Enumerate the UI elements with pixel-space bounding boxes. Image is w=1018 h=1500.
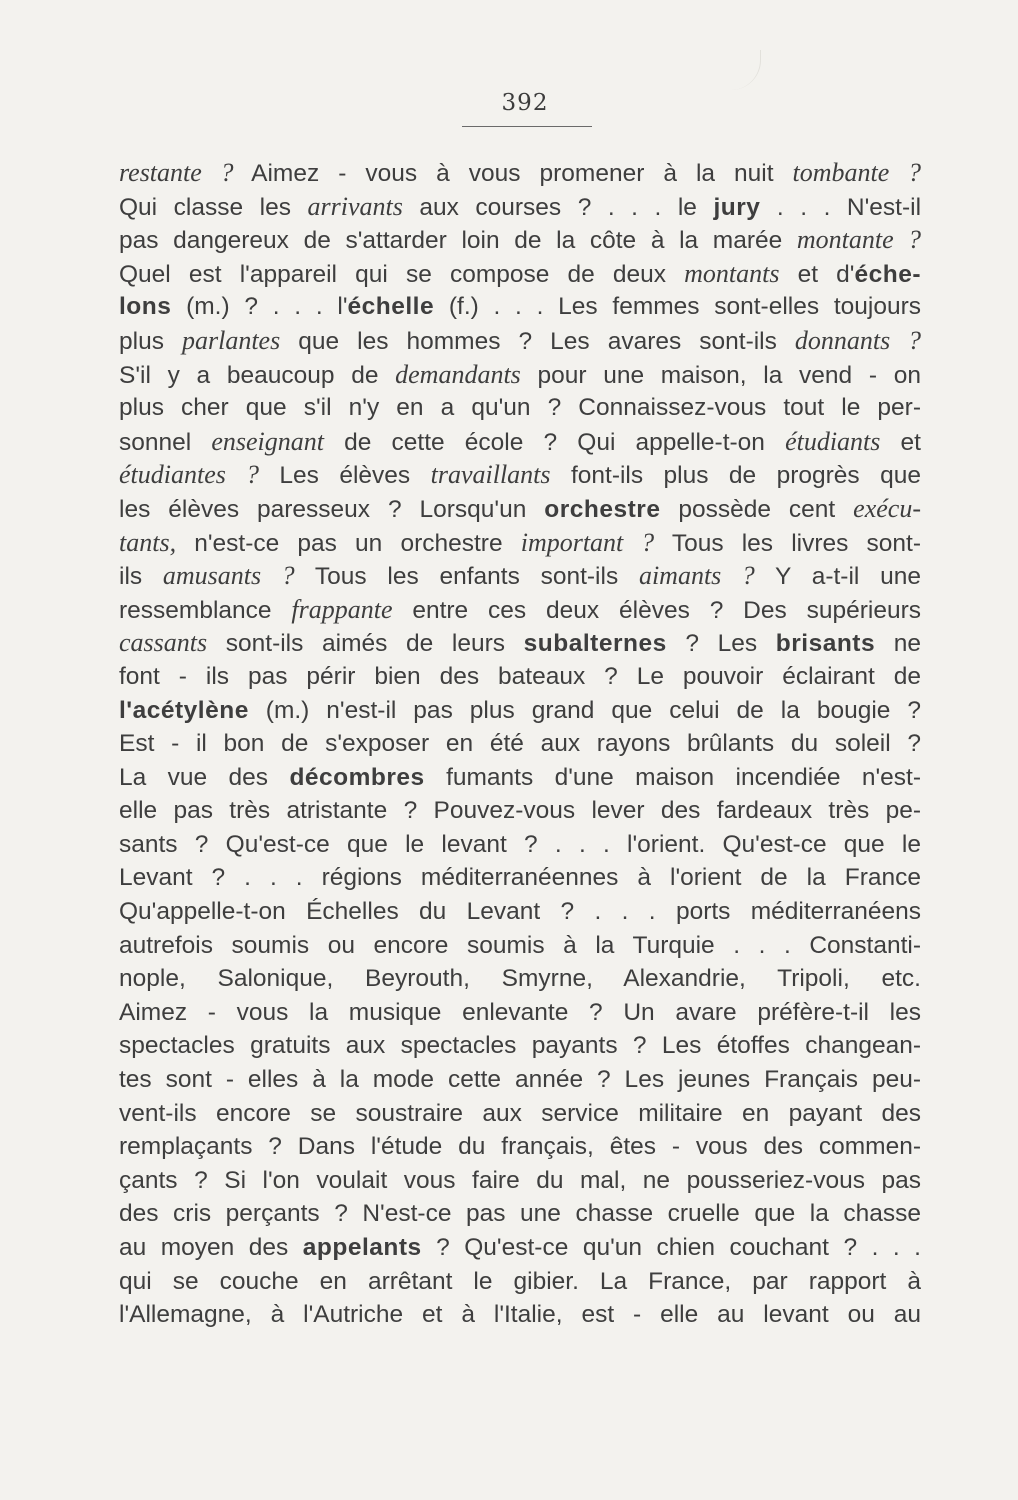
text-run: pas dangereux de s'attarder loin de la côte à la marée bbox=[119, 227, 797, 255]
page-stain bbox=[730, 50, 761, 90]
text-line bbox=[119, 593, 921, 627]
text-run: Les élèves bbox=[259, 462, 431, 490]
text-run: remplaçants ? Dans l'étude du français, êtes - vous des commen- bbox=[119, 1133, 921, 1161]
italic-term: étudiantes ? bbox=[119, 460, 259, 490]
bold-term: brisants bbox=[775, 630, 876, 658]
text-run: l'Allemagne, à l'Autriche et à l'Italie, est - elle au levant ou au bbox=[119, 1301, 921, 1329]
text-line bbox=[119, 626, 921, 660]
text-line bbox=[119, 190, 921, 224]
text-run: de cette école ? Qui appelle-t-on bbox=[324, 428, 786, 456]
italic-term: donnants ? bbox=[794, 325, 921, 355]
text-run: Qui classe les bbox=[119, 193, 308, 221]
italic-term: travaillants bbox=[430, 460, 551, 490]
text-line bbox=[119, 828, 921, 862]
text-run: Tous les enfants sont-ils bbox=[294, 563, 639, 591]
text-run: tes sont - elles à la mode cette année ? Les jeunes Français peu- bbox=[119, 1066, 921, 1094]
page-number: 392 bbox=[501, 90, 549, 116]
text-line bbox=[119, 526, 921, 560]
text-run: possède cent bbox=[660, 495, 854, 523]
text-run: Aimez - vous la musique enlevante ? Un avare préfère-t-il les bbox=[119, 998, 921, 1026]
bold-term: jury bbox=[713, 193, 761, 221]
text-line bbox=[119, 257, 921, 291]
text-line bbox=[119, 358, 921, 392]
text-line bbox=[119, 727, 921, 761]
text-line bbox=[119, 391, 921, 425]
text-run: font - ils pas périr bien des bateaux ? Le pouvoir éclairant de bbox=[119, 662, 921, 690]
text-run: ressemblance bbox=[119, 596, 292, 624]
bold-term: échelle bbox=[347, 293, 435, 321]
body-text bbox=[119, 156, 921, 1332]
text-run: les élèves paresseux ? Lorsqu'un bbox=[119, 495, 545, 523]
text-run: nople, Salonique, Beyrouth, Smyrne, Alexandrie, Tripoli, etc. bbox=[119, 965, 921, 993]
bold-term: appelants bbox=[302, 1234, 422, 1261]
text-run: Tous les livres sont- bbox=[654, 529, 921, 557]
text-run: ils bbox=[119, 563, 163, 591]
text-run: que les hommes ? Les avares sont-ils bbox=[280, 327, 795, 355]
text-line bbox=[119, 1130, 921, 1164]
italic-term: tombante ? bbox=[792, 158, 922, 187]
text-line bbox=[119, 660, 921, 694]
text-run: La vue des bbox=[119, 763, 290, 791]
text-line bbox=[119, 929, 921, 963]
text-run: . . . N'est-il bbox=[760, 193, 922, 221]
text-run: ? Qu'est-ce qu'un chien couchant ? . . . bbox=[421, 1234, 921, 1261]
text-run: elle pas très atristante ? Pouvez-vous lever des fardeaux très pe- bbox=[119, 797, 921, 825]
italic-term: montants bbox=[684, 258, 780, 288]
text-line bbox=[119, 425, 921, 459]
text-line bbox=[119, 996, 921, 1030]
italic-term: exécu- bbox=[853, 493, 921, 523]
text-run: ne bbox=[875, 630, 921, 658]
text-line bbox=[119, 861, 921, 895]
text-line bbox=[119, 1265, 921, 1299]
text-run: Y a-t-il une bbox=[754, 563, 921, 591]
italic-term: étudiants bbox=[785, 426, 881, 456]
text-run: pour une maison, la vend - on bbox=[520, 361, 921, 389]
text-run: Quel est l'appareil qui se compose de deux bbox=[119, 260, 685, 288]
text-line bbox=[119, 1097, 921, 1131]
text-line bbox=[119, 962, 921, 996]
text-run: des cris perçants ? N'est-ce pas une chasse cruelle que la chasse bbox=[119, 1200, 921, 1228]
text-run: sants ? Qu'est-ce que le levant ? . . . l'orient. Qu'est-ce que le bbox=[119, 830, 921, 858]
page-number-rule bbox=[462, 126, 592, 127]
text-line bbox=[119, 761, 921, 795]
text-line bbox=[119, 223, 921, 257]
text-line bbox=[119, 1164, 921, 1198]
text-line bbox=[119, 895, 921, 929]
bold-term: lons bbox=[119, 293, 172, 321]
text-run: vent-ils encore se soustraire aux service militaire en payant des bbox=[119, 1099, 921, 1127]
text-run: (m.) ? . . . l' bbox=[171, 293, 348, 321]
text-run: (m.) n'est-il pas plus grand que celui de la bougie ? bbox=[248, 696, 921, 724]
bold-term: décombres bbox=[289, 763, 425, 791]
text-run: et bbox=[880, 428, 921, 456]
bold-term: subalternes bbox=[523, 630, 667, 658]
italic-term: frappante bbox=[291, 594, 393, 624]
text-run: Levant ? . . . régions méditerranéennes à l'orient de la France bbox=[119, 864, 921, 892]
text-run: au moyen des bbox=[119, 1234, 303, 1261]
text-run: plus bbox=[119, 327, 182, 355]
text-line bbox=[119, 156, 921, 190]
text-run: Aimez - vous à vous promener à la nuit bbox=[233, 160, 793, 187]
text-line bbox=[119, 694, 921, 728]
italic-term: parlantes bbox=[181, 325, 281, 355]
text-run: sont-ils aimés de leurs bbox=[207, 630, 524, 658]
text-run: fumants d'une maison incendiée n'est- bbox=[424, 763, 921, 791]
text-run: Qu'appelle-t-on Échelles du Levant ? . . . ports méditerranéens bbox=[119, 898, 921, 926]
text-line bbox=[119, 1298, 921, 1332]
italic-term: demandants bbox=[395, 359, 521, 389]
italic-term: important ? bbox=[520, 527, 655, 557]
italic-term: montante ? bbox=[796, 225, 922, 255]
italic-term: cassants bbox=[119, 628, 208, 658]
text-run: et d' bbox=[779, 260, 855, 288]
italic-term: tants, bbox=[119, 527, 177, 557]
text-run: aux courses ? . . . le bbox=[402, 193, 714, 221]
text-run: spectacles gratuits aux spectacles payants ? Les étoffes changean- bbox=[119, 1032, 921, 1060]
text-run: entre ces deux élèves ? Des supérieurs bbox=[392, 596, 921, 624]
text-run: sonnel bbox=[119, 428, 212, 456]
text-run: font-ils plus de progrès que bbox=[550, 462, 921, 490]
italic-term: enseignant bbox=[211, 426, 324, 456]
bold-term: l'acétylène bbox=[119, 696, 249, 724]
text-line bbox=[119, 1063, 921, 1097]
italic-term: amusants ? bbox=[162, 561, 295, 591]
text-line bbox=[119, 794, 921, 828]
text-run: n'est-ce pas un orchestre bbox=[176, 529, 521, 557]
text-run: çants ? Si l'on voulait vous faire du mal, ne pousseriez-vous pas bbox=[119, 1166, 921, 1194]
text-line bbox=[119, 324, 921, 358]
text-line bbox=[119, 458, 921, 492]
text-run: (f.) . . . Les femmes sont-elles toujours bbox=[434, 293, 922, 321]
italic-term: aimants ? bbox=[638, 561, 755, 591]
text-run: ? Les bbox=[666, 630, 776, 658]
text-line bbox=[119, 559, 921, 593]
text-run: qui se couche en arrêtant le gibier. La France, par rapport à bbox=[119, 1267, 921, 1295]
text-line bbox=[119, 1029, 921, 1063]
text-line bbox=[119, 290, 921, 324]
text-line bbox=[119, 492, 921, 526]
text-run: autrefois soumis ou encore soumis à la Turquie . . . Constanti- bbox=[119, 931, 921, 959]
text-line bbox=[119, 1197, 921, 1231]
italic-term: arrivants bbox=[307, 191, 403, 221]
bold-term: éche- bbox=[854, 260, 921, 288]
text-run: S'il y a beaucoup de bbox=[119, 361, 396, 389]
text-line bbox=[119, 1231, 921, 1265]
bold-term: orchestre bbox=[544, 495, 661, 523]
text-run: plus cher que s'il n'y en a qu'un ? Connaissez-vous tout le per- bbox=[119, 394, 921, 422]
text-run: Est - il bon de s'exposer en été aux rayons brûlants du soleil ? bbox=[119, 730, 921, 758]
italic-term: restante ? bbox=[119, 158, 234, 187]
